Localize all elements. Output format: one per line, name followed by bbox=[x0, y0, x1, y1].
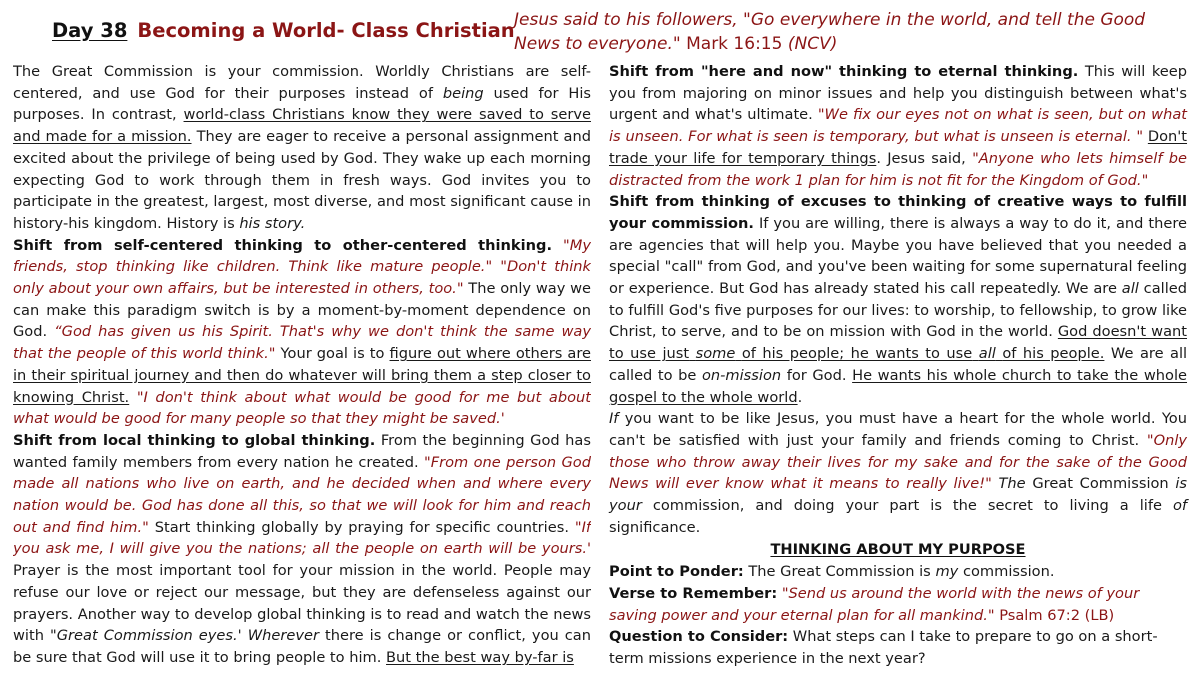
scripture-quote: "Anyone who lets himself be distracted from the work 1 plan for him is not fit for the Kingdom of God." bbox=[609, 149, 1187, 189]
text-span: for God. bbox=[786, 366, 847, 384]
text-span: called to fulfill God's five purposes for our lives: to worship, to fellowship, to grow like Christ, to serve, and to be on mission with God in the world. bbox=[609, 280, 1187, 341]
scripture-quote: "Only those who throw away their lives for my sake and for the sake of the Good News will ever know what it means to really live!" bbox=[609, 431, 1188, 493]
italic-text: your bbox=[609, 497, 642, 515]
scripture-quote: "Send us around the world with the news of your saving power and your eternal plan for all mankind." bbox=[609, 584, 1140, 624]
text-span: used for His purposes. In contrast, bbox=[13, 84, 591, 124]
text-span: of his people; he wants to use bbox=[741, 345, 973, 363]
text-span: commission. bbox=[962, 563, 1055, 581]
italic-text: is bbox=[1175, 475, 1188, 493]
scripture-quote: “God has given us his Spirit. That's why we don't think the same way that the people of this world think." bbox=[13, 323, 591, 363]
text-span: God doesn't want to use just bbox=[609, 323, 1188, 363]
italic-text: my bbox=[935, 563, 959, 581]
text-span: of his people. bbox=[1002, 345, 1105, 363]
text-span: there is change or conflict, you can be sure that God will use it to bring people to him. bbox=[13, 627, 591, 666]
text-span: The Great Commission is bbox=[748, 563, 931, 581]
header-verse-text: Jesus said to his followers, "Go everywhere in the world, and tell the Good News to everyone." bbox=[514, 10, 1146, 54]
verse-reference: Psalm 67:2 (LB) bbox=[999, 606, 1115, 624]
shift-heading: Shift from "here and now" thinking to eternal thinking. bbox=[609, 63, 1079, 80]
text-span: significance. bbox=[609, 518, 701, 536]
scripture-quote: "If you ask me, I will give you the nations; all the people on earth will be yours.' bbox=[13, 518, 591, 558]
scripture-quote: "From one person God made all nations who live on earth, and he decided when and where every nation would be. God has done all this, so that we will look for him and reach out and find him." bbox=[13, 453, 591, 536]
heart-for-world-paragraph bbox=[609, 408, 1187, 538]
page-header bbox=[0, 0, 1200, 60]
text-span: The only way we can make this paradigm switch is by a moment-by-moment dependence on God. bbox=[13, 280, 591, 341]
italic-text: on-mission bbox=[701, 366, 782, 384]
shift-global-paragraph bbox=[13, 430, 591, 669]
italic-text: "Great Commission eyes.' Wherever bbox=[50, 627, 319, 645]
section-heading: THINKING ABOUT MY PURPOSE bbox=[770, 541, 1026, 559]
shift-heading: Shift from local thinking to global thinking. bbox=[13, 431, 376, 449]
day-label: Day 38 bbox=[52, 19, 128, 42]
text-span: This will keep you from majoring on minor issues and help you distinguish between what's urgent and what's ultimate. bbox=[609, 63, 1187, 124]
text-span: Great Commission bbox=[1032, 475, 1169, 493]
shift-creative-paragraph bbox=[609, 191, 1187, 408]
text-span: They are eager to receive a personal assignment and excited about the privilege of being used by God. They wake up each morning expecting God to work through them in fresh ways. God invites you to participate in the greatest, largest, most diverse, and most significant cause in history-his kingdom. History is bbox=[13, 128, 591, 232]
text-span: Your goal is to bbox=[280, 345, 385, 363]
intro-paragraph bbox=[13, 61, 591, 235]
italic-text: of bbox=[1172, 497, 1188, 515]
scripture-quote: "I don't think about what would be good for me but about what would be good for many people so that they might be saved.' bbox=[13, 388, 591, 428]
text-span: Start thinking globally by praying for specific countries. bbox=[154, 518, 569, 536]
page-title bbox=[52, 19, 515, 42]
point-to-ponder bbox=[609, 561, 1187, 583]
left-column bbox=[13, 61, 591, 675]
text-span: . Jesus said, bbox=[876, 149, 966, 167]
text-span: Prayer is the most important tool for your mission in the world. People may refuse our love or reject our message, but they are defenseless against our prayers. Another way to develop global thinking is to read and watch the news with bbox=[13, 562, 591, 645]
verse-ref-book: Mark 16:15 bbox=[686, 34, 783, 54]
italic-text: some bbox=[695, 345, 736, 363]
underlined-text: But the best way by-far is bbox=[386, 648, 574, 666]
italic-text: his story. bbox=[239, 214, 306, 232]
text-span: If you are willing, there is always a way to do it, and there are agencies that will help you. Maybe you have believed that you needed a special "call" from God, and you've been waiting for some supernatural feeling or experience. But God has already stated his call repeatedly. We are bbox=[609, 214, 1188, 298]
shift-heading: Shift from self-centered thinking to other-centered thinking. bbox=[13, 236, 552, 254]
reflection-block bbox=[609, 561, 1187, 670]
italic-text: The bbox=[998, 475, 1026, 493]
text-span: The Great Commission is your commission. Worldly Christians are self-centered, and use God for their purposes instead of bbox=[13, 63, 591, 102]
text-span: . bbox=[797, 388, 803, 406]
question-to-consider bbox=[609, 626, 1187, 669]
shift-heading: Shift from thinking of excuses to thinking of creative ways to fulfill your commission. bbox=[609, 193, 1187, 232]
italic-text: all bbox=[1121, 280, 1139, 298]
verse-ref-version: (NCV) bbox=[787, 34, 838, 54]
italic-text: all bbox=[978, 345, 996, 363]
scripture-quote: "We fix our eyes not on what is seen, but on what is unseen. For what is seen is temporary, but what is unseen is eternal. " bbox=[609, 106, 1188, 146]
right-column bbox=[609, 61, 1187, 670]
shift-other-centered-paragraph bbox=[13, 235, 591, 430]
underlined-text: He wants his whole church to take the whole gospel to the whole world bbox=[609, 366, 1188, 406]
italic-text: being bbox=[442, 84, 484, 102]
ponder-label: Point to Ponder: bbox=[609, 563, 744, 581]
text-span: We are all called to be bbox=[609, 345, 1188, 384]
shift-eternal-paragraph bbox=[609, 61, 1187, 191]
italic-text: If bbox=[609, 410, 619, 428]
header-verse bbox=[514, 8, 1154, 56]
underlined-text: world-class Christians know they were saved to serve and made for a mission. bbox=[13, 106, 591, 146]
text-span: commission, and doing your part is the secret to living a life bbox=[652, 497, 1162, 515]
underlined-text: Don't trade your life for temporary things bbox=[609, 128, 1188, 167]
text-span: From the beginning God has wanted family members from every nation he created. bbox=[13, 431, 591, 471]
text-span: What steps can I take to prepare to go on a short-term missions experience in the next year? bbox=[609, 628, 1158, 667]
verse-to-remember bbox=[609, 583, 1187, 626]
text-span: you want to be like Jesus, you must have a heart for the whole world. You can't be satisfied with just your family and friends coming to Christ. bbox=[609, 410, 1187, 449]
title-text: Becoming a World- Class Christian bbox=[137, 19, 515, 42]
question-label: Question to Consider: bbox=[609, 628, 789, 646]
scripture-quote: "My friends, stop thinking like children. Think like mature people." "Don't think only about your own affairs, but be interested in others, too." bbox=[13, 236, 591, 298]
verse-label: Verse to Remember: bbox=[609, 584, 778, 602]
underlined-text: figure out where others are in their spiritual journey and then do whatever will bring them a step closer to knowing Christ. bbox=[13, 345, 591, 406]
header-verse-ref bbox=[686, 34, 837, 54]
